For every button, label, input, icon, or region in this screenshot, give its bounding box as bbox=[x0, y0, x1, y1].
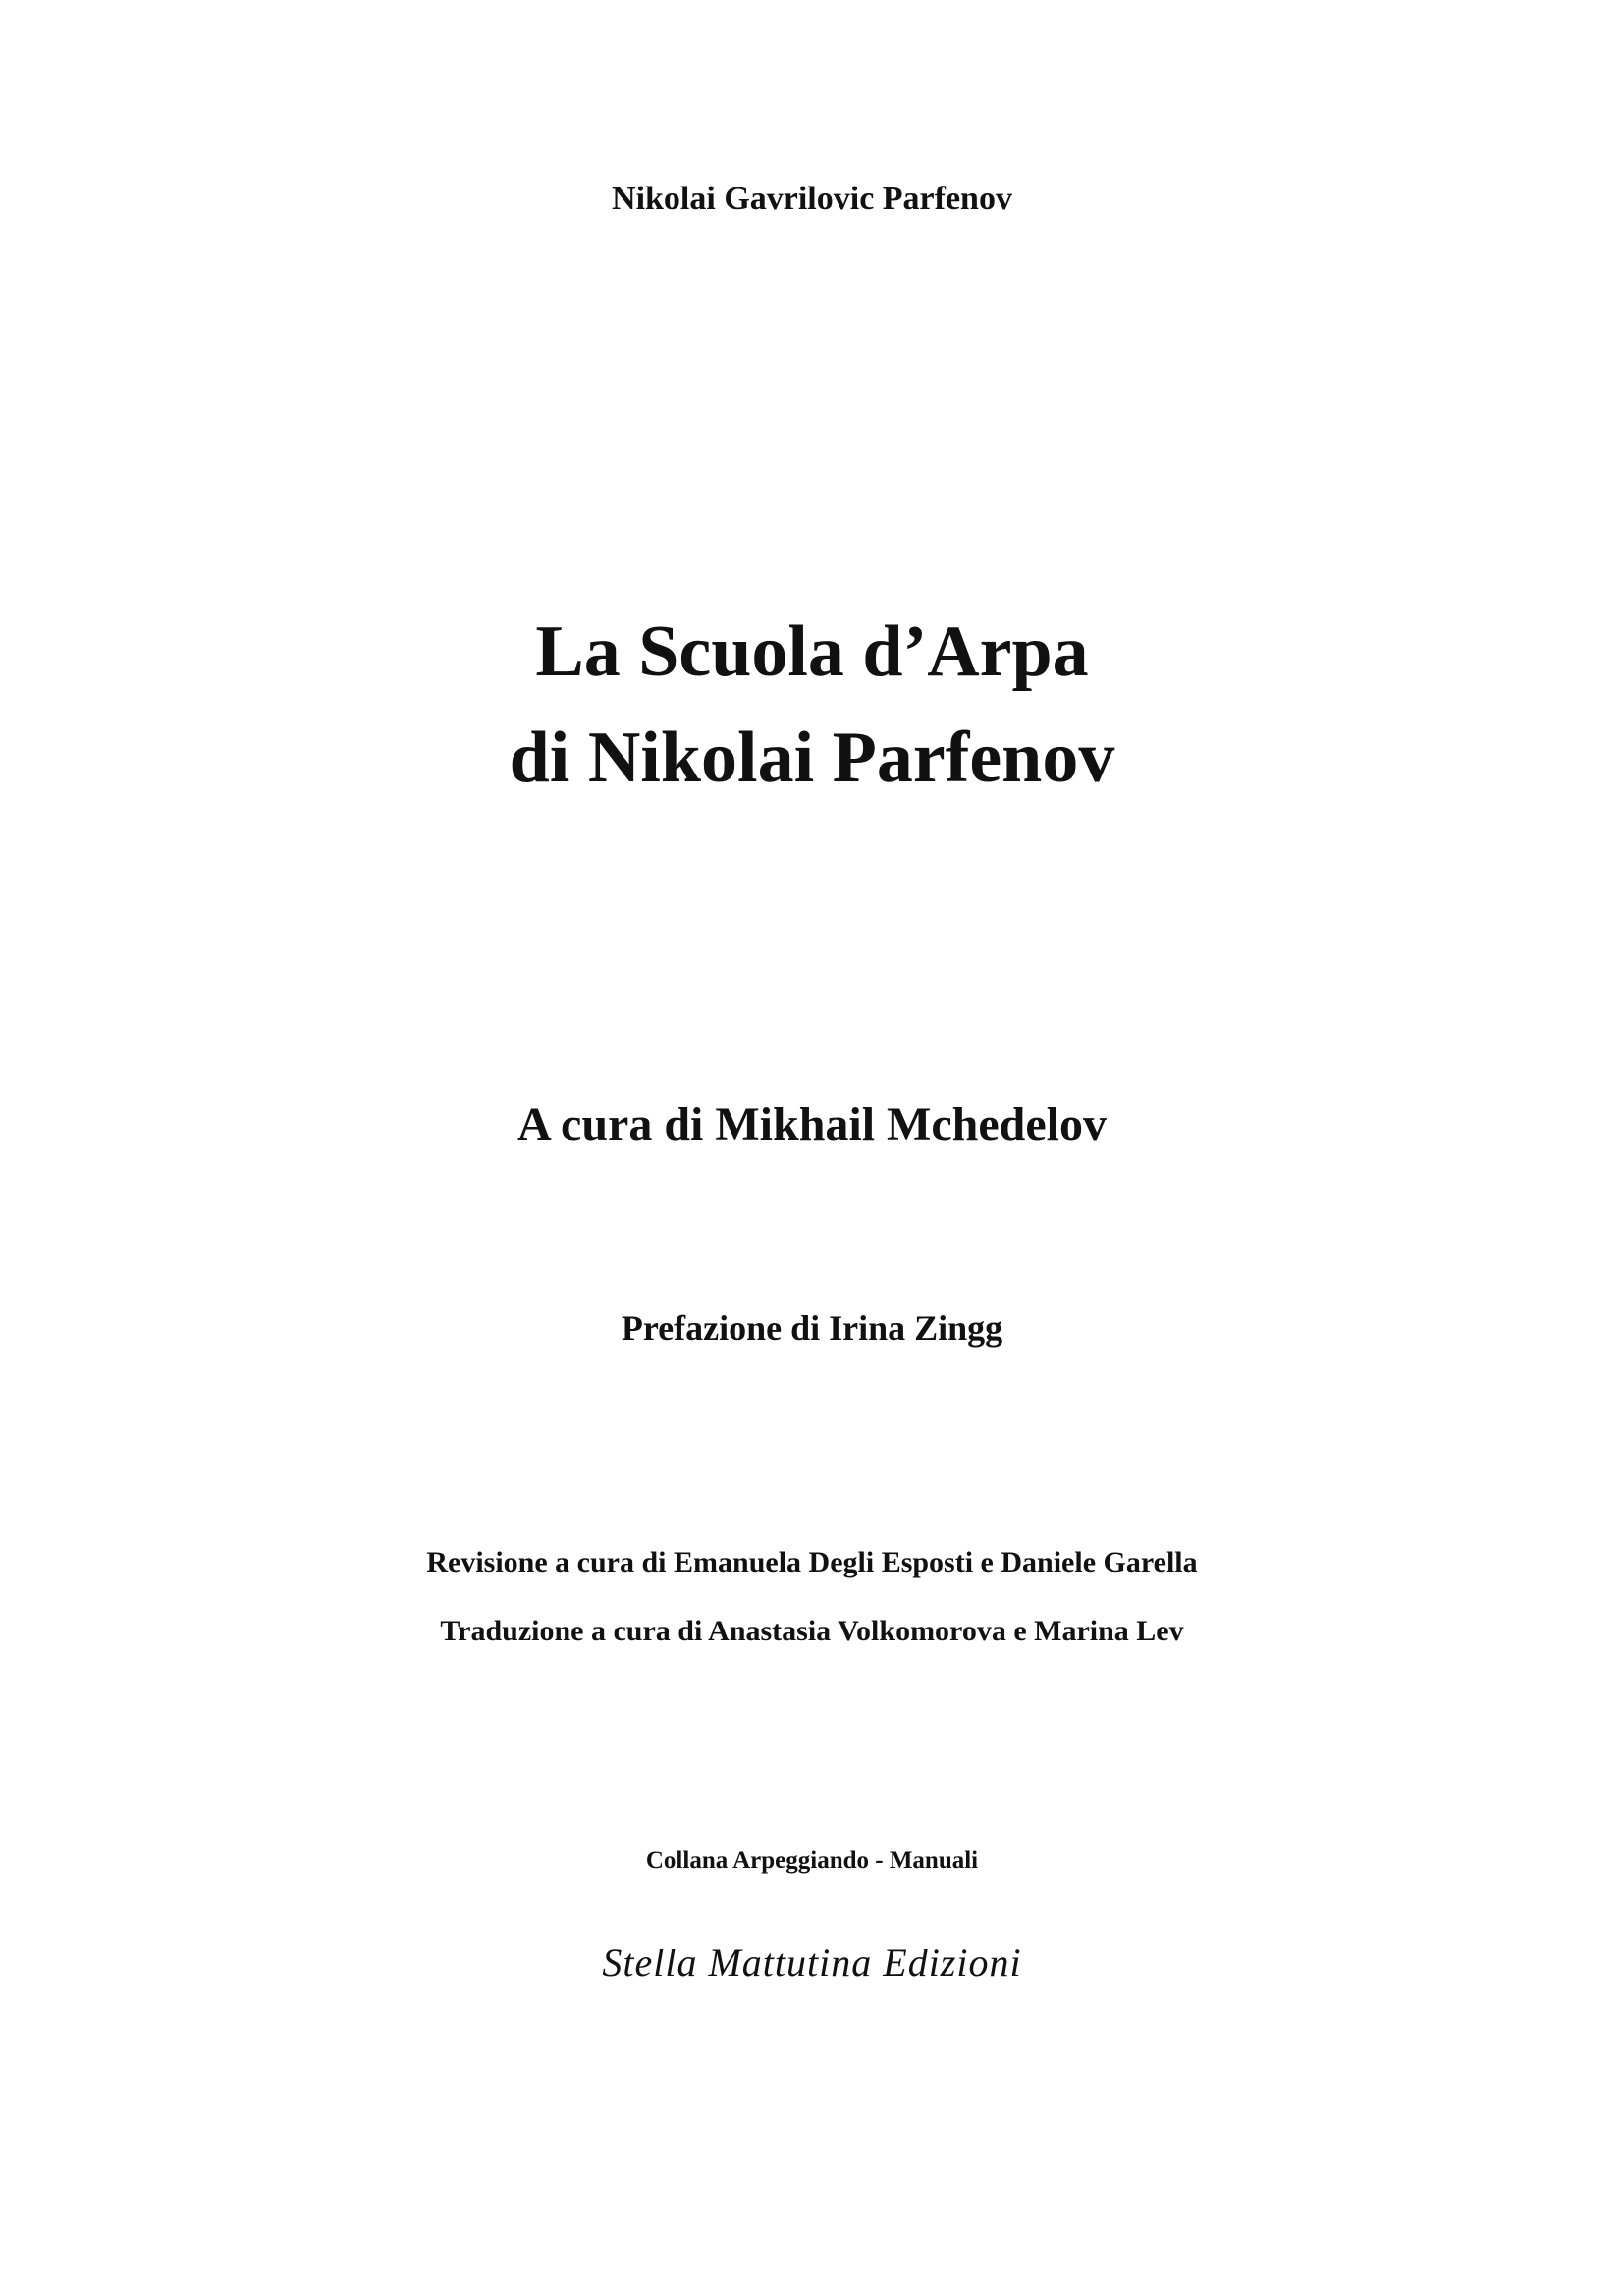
book-title bbox=[0, 599, 1624, 811]
book-title-line-2: di Nikolai Parfenov bbox=[509, 718, 1115, 798]
book-title-line-1: La Scuola d’Arpa bbox=[535, 612, 1089, 692]
revision-credit: Revisione a cura di Emanuela Degli Esposti e Daniele Garella bbox=[426, 1546, 1198, 1578]
translation-credit: Traduzione a cura di Anastasia Volkomorova e Marina Lev bbox=[440, 1615, 1184, 1647]
editor-credit: A cura di Mikhail Mchedelov bbox=[517, 1098, 1107, 1150]
author-name: Nikolai Gavrilovic Parfenov bbox=[612, 181, 1012, 217]
publisher-name: Stella Mattutina Edizioni bbox=[602, 1941, 1022, 1985]
preface-credit: Prefazione di Irina Zingg bbox=[621, 1308, 1003, 1348]
series-name: Collana Arpeggiando - Manuali bbox=[645, 1847, 979, 1874]
